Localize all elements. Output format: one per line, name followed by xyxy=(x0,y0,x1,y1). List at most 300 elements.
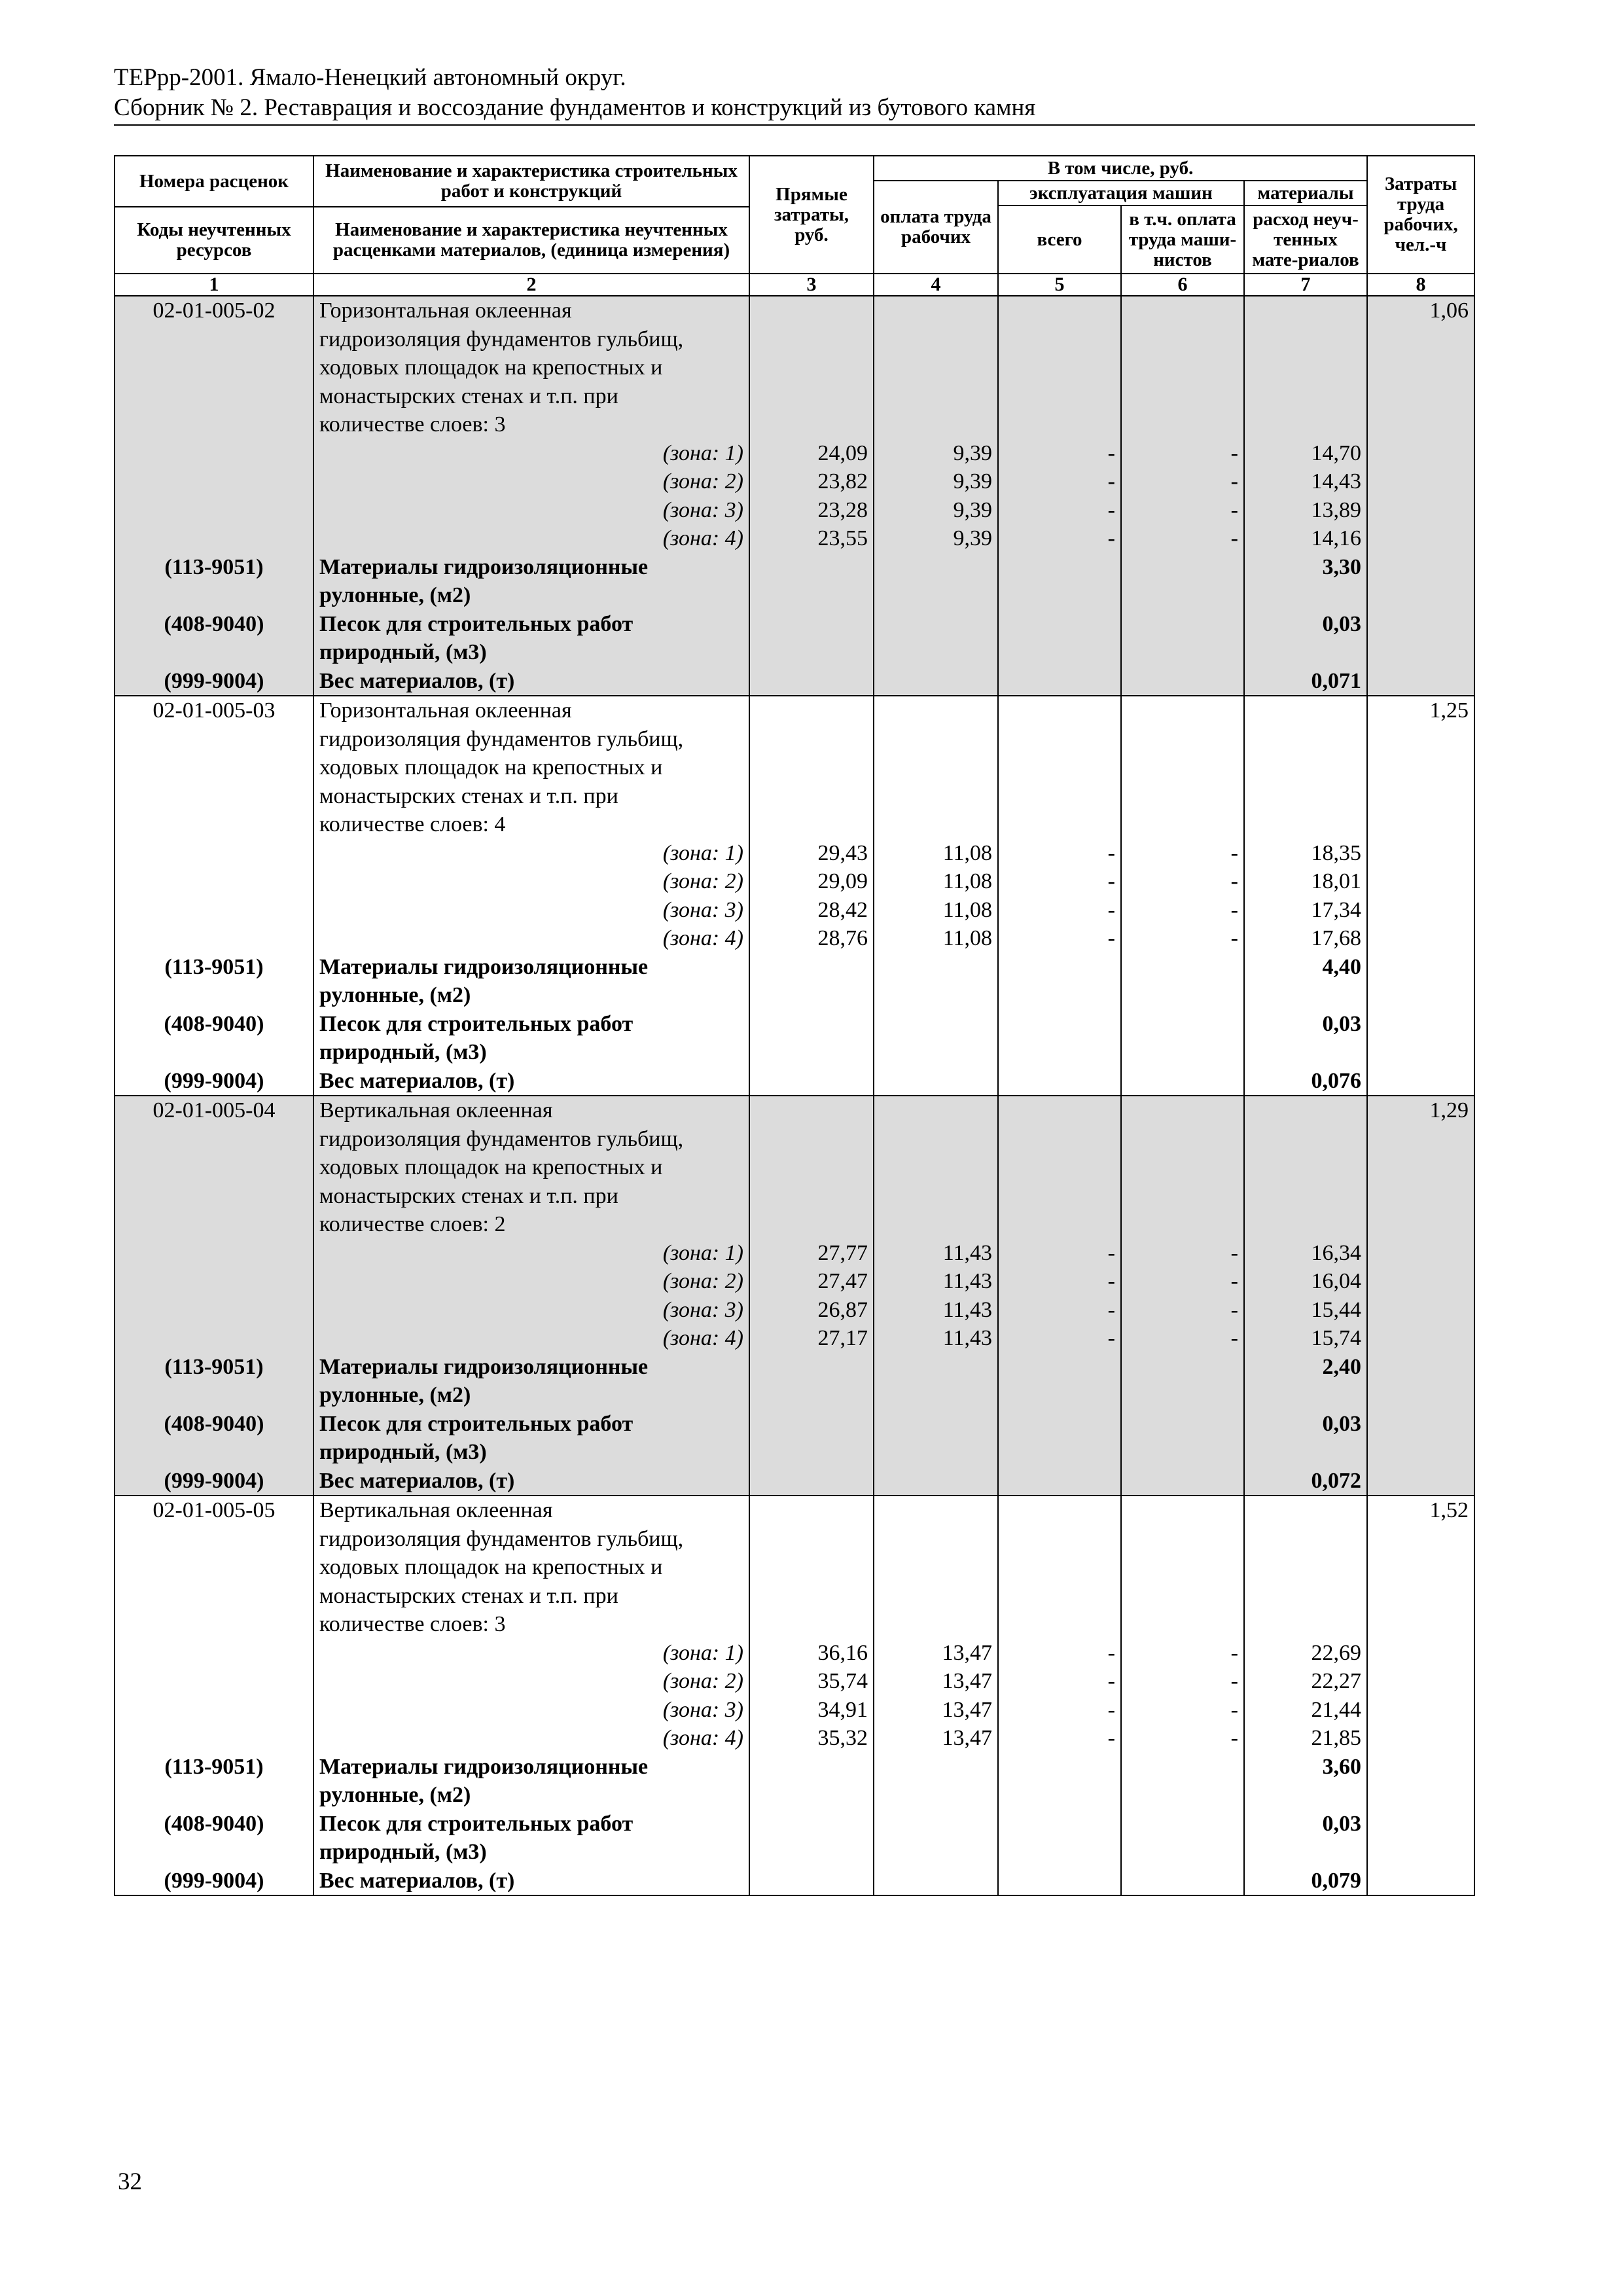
empty-cell xyxy=(749,667,874,696)
empty-cell xyxy=(115,1667,313,1696)
rate-description-line: Горизонтальная оклеенная xyxy=(313,696,749,725)
machines-value: - xyxy=(998,496,1121,525)
empty-cell xyxy=(1244,1496,1367,1525)
empty-cell xyxy=(749,1353,874,1382)
description-row xyxy=(115,753,1474,782)
zone-label: (зона: 1) xyxy=(313,439,749,468)
empty-cell xyxy=(874,953,998,982)
empty-cell xyxy=(1121,1582,1244,1611)
empty-cell xyxy=(1121,1867,1244,1896)
empty-cell xyxy=(998,581,1121,610)
empty-cell xyxy=(115,867,313,896)
empty-cell xyxy=(874,1582,998,1611)
resource-row xyxy=(115,1810,1474,1839)
rate-code xyxy=(115,810,313,839)
empty-cell xyxy=(749,1153,874,1182)
empty-cell xyxy=(998,1582,1121,1611)
resource-code xyxy=(115,1038,313,1067)
empty-cell xyxy=(749,1753,874,1782)
empty-cell xyxy=(1121,1153,1244,1182)
resource-code: (408-9040) xyxy=(115,610,313,639)
resource-code xyxy=(115,1838,313,1867)
zone-label: (зона: 1) xyxy=(313,1239,749,1268)
materials-value: 16,34 xyxy=(1244,1239,1367,1268)
empty-cell xyxy=(998,1753,1121,1782)
rate-description-line: монастырских стенах и т.п. при xyxy=(313,1182,749,1211)
empty-cell xyxy=(749,696,874,725)
labor-value xyxy=(1367,1182,1474,1211)
rate-code xyxy=(115,753,313,782)
machines-value: - xyxy=(998,839,1121,868)
labor-value xyxy=(1367,1125,1474,1154)
empty-cell xyxy=(874,1153,998,1182)
empty-cell xyxy=(1367,496,1474,525)
zone-row xyxy=(115,924,1474,953)
empty-cell xyxy=(1244,410,1367,439)
resource-consumption-value: 3,60 xyxy=(1244,1753,1367,1782)
labor-value: 1,29 xyxy=(1367,1096,1474,1125)
header-resource-codes: Коды неучтенных ресурсов xyxy=(115,207,313,274)
materials-value: 15,74 xyxy=(1244,1324,1367,1353)
rate-description-line: ходовых площадок на крепостных и xyxy=(313,1553,749,1582)
worker-pay-value: 11,43 xyxy=(874,1296,998,1325)
empty-cell xyxy=(1121,1838,1244,1867)
empty-cell xyxy=(874,1067,998,1096)
rate-description-line: монастырских стенах и т.п. при xyxy=(313,782,749,811)
driver-pay-value: - xyxy=(1121,867,1244,896)
driver-pay-value: - xyxy=(1121,1267,1244,1296)
empty-cell xyxy=(1244,1582,1367,1611)
page-number: 32 xyxy=(118,2168,142,2195)
description-row xyxy=(115,1153,1474,1182)
empty-cell xyxy=(1244,696,1367,725)
machines-value: - xyxy=(998,1296,1121,1325)
empty-cell xyxy=(998,1838,1121,1867)
resource-name-line: Вес материалов, (т) xyxy=(313,667,749,696)
rate-code xyxy=(115,325,313,354)
empty-cell xyxy=(1367,1010,1474,1039)
empty-cell xyxy=(1367,839,1474,868)
empty-cell xyxy=(115,1296,313,1325)
empty-cell xyxy=(1121,1525,1244,1554)
worker-pay-value: 9,39 xyxy=(874,439,998,468)
machines-value: - xyxy=(998,439,1121,468)
rate-description-line: гидроизоляция фундаментов гульбищ, xyxy=(313,325,749,354)
rate-block xyxy=(115,696,1474,1096)
col-number: 2 xyxy=(313,274,749,296)
description-row xyxy=(115,410,1474,439)
driver-pay-value: - xyxy=(1121,1639,1244,1668)
rate-code xyxy=(115,1125,313,1154)
zone-label: (зона: 2) xyxy=(313,1667,749,1696)
empty-cell xyxy=(115,1696,313,1725)
empty-cell xyxy=(749,353,874,382)
empty-cell xyxy=(1121,1010,1244,1039)
direct-cost-value: 23,55 xyxy=(749,524,874,553)
rates-table xyxy=(114,155,1475,1896)
labor-value xyxy=(1367,810,1474,839)
empty-cell xyxy=(1367,1867,1474,1896)
empty-cell xyxy=(749,581,874,610)
empty-cell xyxy=(874,410,998,439)
resource-code: (999-9004) xyxy=(115,1867,313,1896)
resource-consumption-value: 0,03 xyxy=(1244,1410,1367,1439)
empty-cell xyxy=(1367,638,1474,667)
empty-cell xyxy=(749,325,874,354)
materials-value: 18,35 xyxy=(1244,839,1367,868)
driver-pay-value: - xyxy=(1121,1724,1244,1753)
empty-cell xyxy=(1121,1067,1244,1096)
empty-cell xyxy=(749,1125,874,1154)
rate-code: 02-01-005-05 xyxy=(115,1496,313,1525)
description-row xyxy=(115,782,1474,811)
resource-row xyxy=(115,667,1474,696)
empty-cell xyxy=(998,981,1121,1010)
worker-pay-value: 11,08 xyxy=(874,924,998,953)
empty-cell xyxy=(998,1096,1121,1125)
empty-cell xyxy=(115,496,313,525)
description-row xyxy=(115,1553,1474,1582)
resource-row xyxy=(115,553,1474,582)
machines-value: - xyxy=(998,1696,1121,1725)
empty-cell xyxy=(1121,410,1244,439)
direct-cost-value: 35,32 xyxy=(749,1724,874,1753)
worker-pay-value: 11,08 xyxy=(874,896,998,925)
zone-row xyxy=(115,1324,1474,1353)
empty-cell xyxy=(874,325,998,354)
labor-value xyxy=(1367,782,1474,811)
driver-pay-value: - xyxy=(1121,524,1244,553)
labor-value xyxy=(1367,753,1474,782)
zone-row xyxy=(115,1724,1474,1753)
resource-name-line: Материалы гидроизоляционные xyxy=(313,953,749,982)
resource-consumption-value xyxy=(1244,581,1367,610)
rate-description-line: Горизонтальная оклеенная xyxy=(313,296,749,325)
resource-row xyxy=(115,1467,1474,1496)
resource-consumption-value: 4,40 xyxy=(1244,953,1367,982)
empty-cell xyxy=(115,1639,313,1668)
resource-consumption-value xyxy=(1244,1781,1367,1810)
empty-cell xyxy=(1121,1781,1244,1810)
empty-cell xyxy=(1121,1410,1244,1439)
resource-row xyxy=(115,953,1474,982)
col-number: 5 xyxy=(998,274,1121,296)
labor-value: 1,25 xyxy=(1367,696,1474,725)
zone-row xyxy=(115,1667,1474,1696)
rate-code xyxy=(115,782,313,811)
direct-cost-value: 29,09 xyxy=(749,867,874,896)
direct-cost-value: 27,47 xyxy=(749,1267,874,1296)
empty-cell xyxy=(998,1867,1121,1896)
empty-cell xyxy=(874,1038,998,1067)
empty-cell xyxy=(1244,782,1367,811)
materials-value: 22,69 xyxy=(1244,1639,1367,1668)
empty-cell xyxy=(749,1381,874,1410)
resource-consumption-value xyxy=(1244,638,1367,667)
empty-cell xyxy=(998,1153,1121,1182)
resource-code: (113-9051) xyxy=(115,1353,313,1382)
resource-consumption-value: 0,079 xyxy=(1244,1867,1367,1896)
description-row xyxy=(115,1182,1474,1211)
resource-row xyxy=(115,1438,1474,1467)
resource-row xyxy=(115,1838,1474,1867)
direct-cost-value: 34,91 xyxy=(749,1696,874,1725)
empty-cell xyxy=(1244,1096,1367,1125)
empty-cell xyxy=(998,1781,1121,1810)
direct-cost-value: 27,17 xyxy=(749,1324,874,1353)
resource-consumption-value xyxy=(1244,1438,1367,1467)
resource-code: (113-9051) xyxy=(115,1753,313,1782)
empty-cell xyxy=(749,1467,874,1496)
empty-cell xyxy=(998,696,1121,725)
header-including: В том числе, руб. xyxy=(874,156,1367,181)
empty-cell xyxy=(998,1010,1121,1039)
empty-cell xyxy=(874,638,998,667)
empty-cell xyxy=(749,1182,874,1211)
empty-cell xyxy=(1121,1553,1244,1582)
materials-value: 14,70 xyxy=(1244,439,1367,468)
empty-cell xyxy=(1121,667,1244,696)
empty-cell xyxy=(1121,1038,1244,1067)
resource-code xyxy=(115,1781,313,1810)
worker-pay-value: 13,47 xyxy=(874,1724,998,1753)
resource-name-line: природный, (м3) xyxy=(313,1038,749,1067)
labor-value xyxy=(1367,1582,1474,1611)
resource-consumption-value: 3,30 xyxy=(1244,553,1367,582)
zone-label: (зона: 3) xyxy=(313,496,749,525)
resource-consumption-value xyxy=(1244,1381,1367,1410)
zone-row xyxy=(115,1267,1474,1296)
machines-value: - xyxy=(998,467,1121,496)
empty-cell xyxy=(1121,1496,1244,1525)
empty-cell xyxy=(1367,1381,1474,1410)
driver-pay-value: - xyxy=(1121,1239,1244,1268)
zone-label: (зона: 3) xyxy=(313,896,749,925)
driver-pay-value: - xyxy=(1121,1667,1244,1696)
driver-pay-value: - xyxy=(1121,896,1244,925)
zone-label: (зона: 2) xyxy=(313,1267,749,1296)
empty-cell xyxy=(749,638,874,667)
empty-cell xyxy=(874,1182,998,1211)
resource-row xyxy=(115,1381,1474,1410)
empty-cell xyxy=(1367,1067,1474,1096)
empty-cell xyxy=(1121,353,1244,382)
description-row xyxy=(115,1125,1474,1154)
direct-cost-value: 23,82 xyxy=(749,467,874,496)
zone-row xyxy=(115,524,1474,553)
resource-consumption-value xyxy=(1244,1038,1367,1067)
empty-cell xyxy=(874,1867,998,1896)
empty-cell xyxy=(1367,1467,1474,1496)
empty-cell xyxy=(1121,296,1244,325)
rate-description-line: ходовых площадок на крепостных и xyxy=(313,353,749,382)
empty-cell xyxy=(874,1810,998,1839)
rate-code xyxy=(115,410,313,439)
empty-cell xyxy=(998,1210,1121,1239)
empty-cell xyxy=(998,296,1121,325)
empty-cell xyxy=(1367,1781,1474,1810)
empty-cell xyxy=(1367,610,1474,639)
empty-cell xyxy=(1367,1353,1474,1382)
zone-label: (зона: 1) xyxy=(313,1639,749,1668)
rate-block xyxy=(115,296,1474,696)
worker-pay-value: 9,39 xyxy=(874,496,998,525)
driver-pay-value: - xyxy=(1121,924,1244,953)
empty-cell xyxy=(749,1867,874,1896)
empty-cell xyxy=(1367,467,1474,496)
empty-cell xyxy=(874,382,998,411)
description-row xyxy=(115,353,1474,382)
header-materials: материалы xyxy=(1244,181,1367,206)
direct-cost-value: 35,74 xyxy=(749,1667,874,1696)
machines-value: - xyxy=(998,1267,1121,1296)
empty-cell xyxy=(998,1182,1121,1211)
empty-cell xyxy=(998,1810,1121,1839)
empty-cell xyxy=(874,810,998,839)
empty-cell xyxy=(874,1838,998,1867)
rate-description-line: гидроизоляция фундаментов гульбищ, xyxy=(313,1525,749,1554)
empty-cell xyxy=(1121,1182,1244,1211)
empty-cell xyxy=(1367,1239,1474,1268)
resource-row xyxy=(115,610,1474,639)
empty-cell xyxy=(1121,1381,1244,1410)
rate-description-line: количестве слоев: 3 xyxy=(313,1610,749,1639)
empty-cell xyxy=(874,782,998,811)
empty-cell xyxy=(874,1210,998,1239)
empty-cell xyxy=(1367,439,1474,468)
rate-code xyxy=(115,1182,313,1211)
empty-cell xyxy=(1367,524,1474,553)
description-row xyxy=(115,382,1474,411)
labor-value xyxy=(1367,325,1474,354)
rate-description-line: количестве слоев: 3 xyxy=(313,410,749,439)
header-subtitle: Сборник № 2. Реставрация и воссоздание фундаментов и конструкций из бутового камня xyxy=(114,94,1036,121)
empty-cell xyxy=(998,1353,1121,1382)
empty-cell xyxy=(998,1553,1121,1582)
driver-pay-value: - xyxy=(1121,439,1244,468)
empty-cell xyxy=(874,553,998,582)
resource-code: (999-9004) xyxy=(115,1067,313,1096)
rate-block xyxy=(115,1496,1474,1895)
empty-cell xyxy=(1367,581,1474,610)
zone-label: (зона: 4) xyxy=(313,1324,749,1353)
empty-cell xyxy=(115,1724,313,1753)
empty-cell xyxy=(1121,981,1244,1010)
description-row xyxy=(115,1582,1474,1611)
worker-pay-value: 11,08 xyxy=(874,839,998,868)
direct-cost-value: 24,09 xyxy=(749,439,874,468)
zone-label: (зона: 3) xyxy=(313,1696,749,1725)
resource-name-line: Вес материалов, (т) xyxy=(313,1067,749,1096)
empty-cell xyxy=(1367,1696,1474,1725)
empty-cell xyxy=(749,1525,874,1554)
empty-cell xyxy=(1367,1667,1474,1696)
empty-cell xyxy=(115,1239,313,1268)
empty-cell xyxy=(1244,725,1367,754)
rate-code: 02-01-005-04 xyxy=(115,1096,313,1125)
empty-cell xyxy=(749,1438,874,1467)
empty-cell xyxy=(749,1838,874,1867)
empty-cell xyxy=(1367,867,1474,896)
col-number: 4 xyxy=(874,274,998,296)
empty-cell xyxy=(749,1610,874,1639)
empty-cell xyxy=(749,1410,874,1439)
empty-cell xyxy=(998,382,1121,411)
resource-name-line: Материалы гидроизоляционные xyxy=(313,1753,749,1782)
labor-value xyxy=(1367,1525,1474,1554)
empty-cell xyxy=(1367,553,1474,582)
empty-cell xyxy=(115,467,313,496)
empty-cell xyxy=(874,1381,998,1410)
resource-row xyxy=(115,1067,1474,1096)
labor-value xyxy=(1367,382,1474,411)
resource-code: (113-9051) xyxy=(115,553,313,582)
empty-cell xyxy=(1244,1525,1367,1554)
empty-cell xyxy=(1244,325,1367,354)
direct-cost-value: 36,16 xyxy=(749,1639,874,1668)
resource-row xyxy=(115,1038,1474,1067)
zone-row xyxy=(115,1296,1474,1325)
empty-cell xyxy=(1367,1267,1474,1296)
empty-cell xyxy=(749,382,874,411)
empty-cell xyxy=(1367,1639,1474,1668)
empty-cell xyxy=(1121,1438,1244,1467)
header-machine-operation: эксплуатация машин xyxy=(998,181,1244,206)
resource-consumption-value: 0,072 xyxy=(1244,1467,1367,1496)
empty-cell xyxy=(874,1410,998,1439)
labor-value xyxy=(1367,1610,1474,1639)
empty-cell xyxy=(874,1753,998,1782)
resource-code xyxy=(115,1381,313,1410)
resource-code xyxy=(115,1438,313,1467)
driver-pay-value: - xyxy=(1121,467,1244,496)
zone-row xyxy=(115,1239,1474,1268)
empty-cell xyxy=(1367,953,1474,982)
rate-description-line: гидроизоляция фундаментов гульбищ, xyxy=(313,725,749,754)
empty-cell xyxy=(1367,1838,1474,1867)
resource-name-line: рулонные, (м2) xyxy=(313,581,749,610)
rate-code xyxy=(115,353,313,382)
empty-cell xyxy=(1121,1096,1244,1125)
empty-cell xyxy=(1244,1210,1367,1239)
materials-value: 16,04 xyxy=(1244,1267,1367,1296)
zone-label: (зона: 4) xyxy=(313,924,749,953)
empty-cell xyxy=(1121,1125,1244,1154)
worker-pay-value: 9,39 xyxy=(874,467,998,496)
worker-pay-value: 11,43 xyxy=(874,1324,998,1353)
empty-cell xyxy=(1121,1353,1244,1382)
empty-cell xyxy=(115,839,313,868)
resource-name-line: Песок для строительных работ xyxy=(313,610,749,639)
empty-cell xyxy=(874,1525,998,1554)
empty-cell xyxy=(874,1553,998,1582)
empty-cell xyxy=(1244,382,1367,411)
resource-row xyxy=(115,1010,1474,1039)
resource-name-line: природный, (м3) xyxy=(313,638,749,667)
materials-value: 17,68 xyxy=(1244,924,1367,953)
empty-cell xyxy=(749,1582,874,1611)
empty-cell xyxy=(749,296,874,325)
driver-pay-value: - xyxy=(1121,496,1244,525)
empty-cell xyxy=(998,1381,1121,1410)
empty-cell xyxy=(1121,325,1244,354)
resource-code: (408-9040) xyxy=(115,1010,313,1039)
resource-row xyxy=(115,1781,1474,1810)
empty-cell xyxy=(998,725,1121,754)
header-labor-costs: Затраты труда рабочих, чел.-ч xyxy=(1367,156,1474,274)
labor-value: 1,52 xyxy=(1367,1496,1474,1525)
rate-description-line: гидроизоляция фундаментов гульбищ, xyxy=(313,1125,749,1154)
